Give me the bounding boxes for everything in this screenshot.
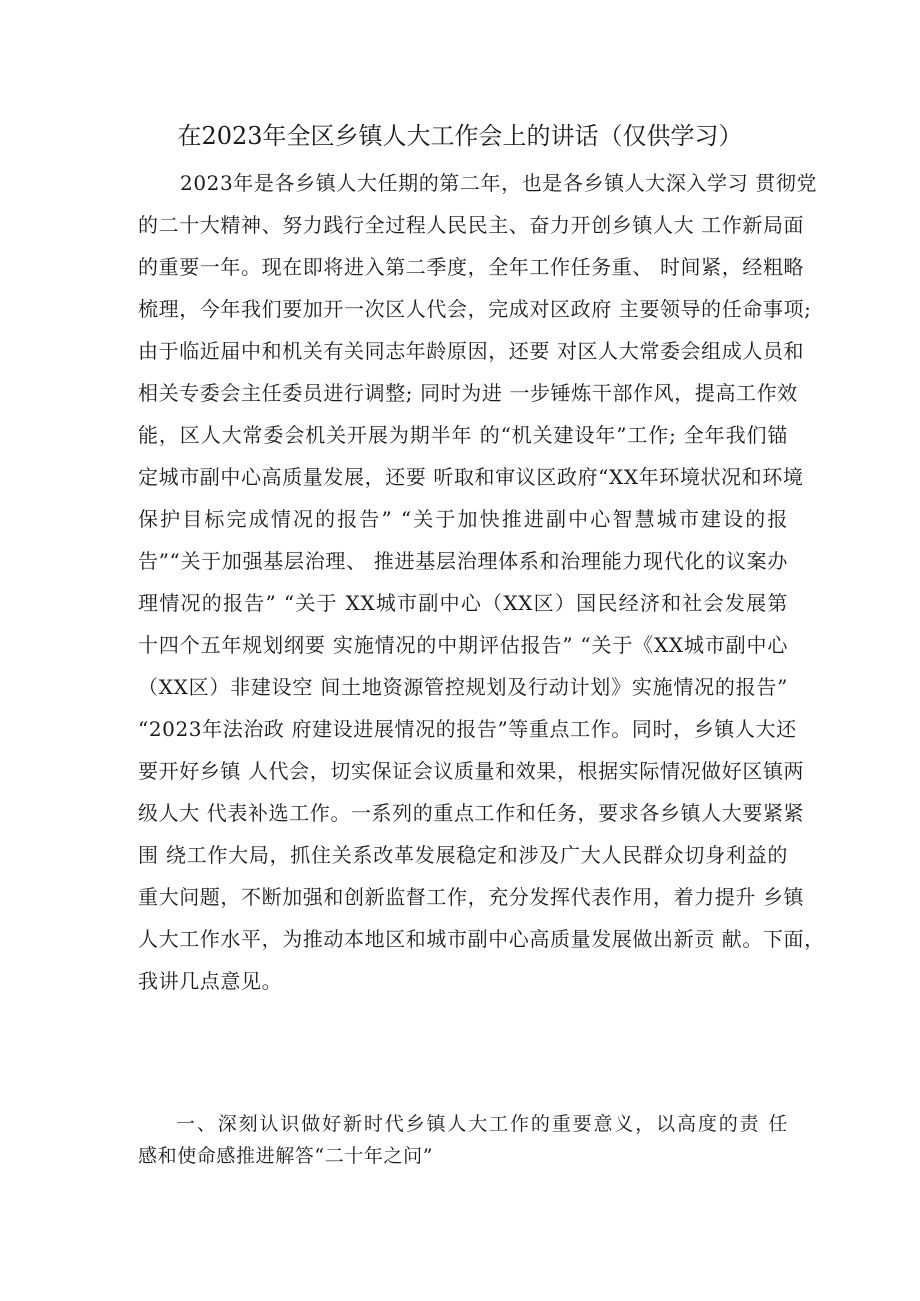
text-line: 定城市副中心高质量发展，还要 听取和审议区政府“XX年环境状况和环境 [138, 465, 804, 489]
text-line: 能，区人大常委会机关开展为期半年 的“机关建设年”工作; 全年我们锚 [138, 423, 788, 447]
text-line: 级人大 代表补选工作。一系列的重点工作和任务，要求各乡镇人大要紧紧 [138, 801, 805, 825]
text-line: 十四个五年规划纲要 实施情况的中期评估报告” “关于《XX城市副中心 [138, 633, 788, 657]
text-line: 2023年是各乡镇人大任期的第二年，也是各乡镇人大深入学习 贯彻党 [180, 171, 818, 195]
text-line: 的二十大精神、努力践行全过程人民民主、奋力开创乡镇人大 工作新局面 [138, 213, 805, 237]
text-line: 的重要一年。现在即将进入第二季度，全年工作任务重、 时间紧，经粗略 [138, 255, 805, 279]
text-line: （XX区）非建设空 间土地资源管控规划及行动计划》实施情况的报告” [138, 675, 788, 699]
text-line: 梳理，今年我们要加开一次区人代会，完成对区政府 主要领导的任命事项; [138, 297, 812, 321]
text-line: 由于临近届中和机关有关同志年龄原因，还要 对区人大常委会组成人员和 [138, 339, 805, 363]
text-line: 告”“关于加强基层治理、 推进基层治理体系和治理能力现代化的议案办 [138, 549, 788, 573]
text-line: 我讲几点意见。 [138, 969, 283, 993]
text-line: 围 绕工作大局，抓住关系改革发展稳定和涉及广大人民群众切身利益的 [138, 843, 788, 867]
section-heading-paragraph [138, 1108, 788, 1172]
document-title: 在2023年全区乡镇人大工作会上的讲话（仅供学习） [177, 122, 743, 150]
text-line: 人大工作水平，为推动本地区和城市副中心高质量发展做出新贡 献。下面， [138, 927, 825, 951]
text-line: “2023年法治政 府建设进展情况的报告”等重点工作。同时，乡镇人大还 [138, 717, 797, 741]
text-line: 相关专委会主任委员进行调整; 同时为进 一步锤炼干部作风，提高工作效 [138, 381, 798, 405]
body-paragraph-intro [138, 162, 825, 1002]
text-line: 要开好乡镇 人代会，切实保证会议质量和效果，根据实际情况做好区镇两 [138, 759, 805, 783]
text-line: 重大问题，不断加强和创新监督工作，充分发挥代表作用，着力提升 乡镇 [138, 885, 805, 909]
text-line: 保护目标完成情况的报告” “关于加快推进副中心智慧城市建设的报 [138, 507, 788, 531]
text-line: 一、深刻认识做好新时代乡镇人大工作的重要意义，以高度的责 任 [176, 1113, 788, 1135]
text-line: 理情况的报告” “关于 XX城市副中心（XX区）国民经济和社会发展第 [138, 591, 788, 615]
text-line: 感和使命感推进解答“二十年之问” [138, 1145, 434, 1167]
